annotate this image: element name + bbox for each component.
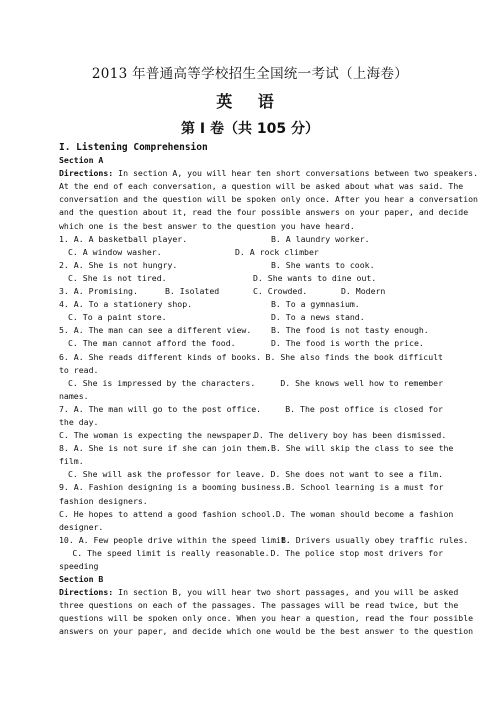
option: D. To a news stand. [271, 312, 365, 323]
directions-label: Directions: [59, 587, 114, 598]
directions-b-line: answers on your paper, and decide which one would be the best answer to the question [59, 626, 474, 637]
option: 2. A. She is not hungry. [59, 259, 178, 270]
directions-b-line: Directions: In section B, you will hear two short passages, and you will be asked [59, 587, 459, 598]
option: 4. A. To a stationery shop. [59, 299, 193, 310]
option: B. To a gymnasium. [271, 299, 360, 310]
option: D. She does not want to see a film. [270, 469, 443, 480]
option: C. A window washer. [68, 246, 162, 257]
question-8 [59, 468, 443, 481]
option: 5. A. The man can see a different view. [59, 325, 252, 336]
directions-label: Directions: [59, 168, 114, 179]
directions-a-line: Directions: In section A, you will hear ten short conversations between two speakers. [59, 168, 479, 179]
directions-b-line: three questions on each of the passages. The passages will be read twice, but the [59, 600, 459, 611]
question-7-wrap: the day. [59, 416, 99, 427]
question-6 [59, 377, 443, 390]
option: D. She knows well how to remember [280, 377, 443, 388]
option: D. The food is worth the price. [271, 338, 424, 349]
option: 3. A. Promising. [59, 286, 138, 297]
directions-a-line: and the question about it, read the four possible answers on your paper, and decide [59, 207, 469, 218]
option: B. She also finds the book difficult [265, 351, 443, 362]
option: B. She will skip the class to see the [270, 443, 454, 454]
question-1 [59, 246, 443, 259]
volume-heading: 第 I 卷（共 105 分） [181, 121, 319, 137]
option: B. She wants to cook. [271, 259, 375, 270]
option: D. A rock climber [235, 246, 319, 257]
question-9-wrap: fashion designers. [59, 495, 148, 506]
option: 10. A. Few people drive within the speed limit. [59, 534, 291, 545]
directions-b-line: questions will be spoken only once. When you hear a question, read the four possible [59, 613, 474, 624]
question-10 [59, 534, 469, 547]
question-2 [59, 272, 443, 285]
option: D. Modern [341, 286, 386, 297]
option: C. She is not tired. [68, 272, 167, 283]
option: D. The woman should become a fashion [275, 508, 454, 519]
option: 9. A. Fashion designing is a booming business. [59, 482, 286, 493]
option: B. The food is not tasty enough. [271, 325, 429, 336]
exam-title: 2013 年普通高等学校招生全国统一考试（上海卷） [91, 66, 409, 82]
section-heading: I. Listening Comprehension [59, 142, 208, 153]
option: B. Isolated [165, 286, 220, 297]
question-8-wrap: film. [59, 456, 84, 467]
option: C. He hopes to attend a good fashion school. [59, 508, 276, 519]
option: B. Drivers usually obey traffic rules. [281, 534, 469, 545]
directions-a-line: which one is the best answer to the question you have heard. [59, 220, 355, 231]
exam-content [59, 141, 479, 639]
option: 6. A. She reads different kinds of books. [59, 351, 262, 362]
option: D. She wants to dine out. [253, 272, 377, 283]
question-6 [59, 351, 443, 364]
option: C. The woman is expecting the newspaper. [59, 430, 257, 441]
question-10-wrap: speeding [59, 561, 99, 571]
option: D. The police stop most drivers for [270, 547, 443, 558]
option: C. She is impressed by the characters. [67, 377, 256, 388]
directions-a-line: conversation and the question will be spoken only once. After you hear a conversation [59, 194, 478, 205]
question-9-wrap: designer. [59, 521, 104, 532]
option: C. The speed limit is really reasonable. [72, 547, 270, 558]
directions-a-line: At the end of each conversation, a question will be asked about what was said. The [59, 181, 464, 192]
question-3 [59, 285, 443, 298]
question-7 [59, 403, 443, 416]
option: B. School learning is a must for [285, 482, 444, 493]
option: C. Crowded. [253, 286, 308, 297]
option: 8. A. She is not sure if she can join them. [59, 443, 271, 454]
question-6-wrap: names. [59, 390, 89, 401]
option: B. The post office is closed for [285, 403, 443, 414]
question-7 [59, 429, 447, 442]
question-9 [59, 481, 443, 494]
question-4 [59, 311, 443, 324]
question-9 [59, 508, 454, 521]
subject-heading: 英 语 [216, 92, 284, 111]
question-5 [59, 324, 443, 337]
question-4 [59, 298, 443, 311]
option: C. She will ask the professor for leave. [67, 469, 266, 480]
question-5 [59, 337, 443, 350]
section-b-heading: Section B [59, 574, 104, 585]
question-10 [59, 547, 443, 560]
option: B. A laundry worker. [271, 233, 370, 244]
question-8 [59, 442, 454, 455]
option: C. To a paint store. [68, 312, 167, 323]
option: D. The delivery boy has been dismissed. [254, 430, 447, 441]
question-6-wrap: to read. [59, 364, 99, 375]
question-1 [59, 233, 443, 246]
option: 7. A. The man will go to the post office. [59, 403, 262, 414]
option: 1. A. A basketball player. [59, 233, 188, 244]
section-a-heading: Section A [59, 155, 104, 166]
question-2 [59, 259, 443, 272]
option: C. The man cannot afford the food. [68, 338, 236, 349]
